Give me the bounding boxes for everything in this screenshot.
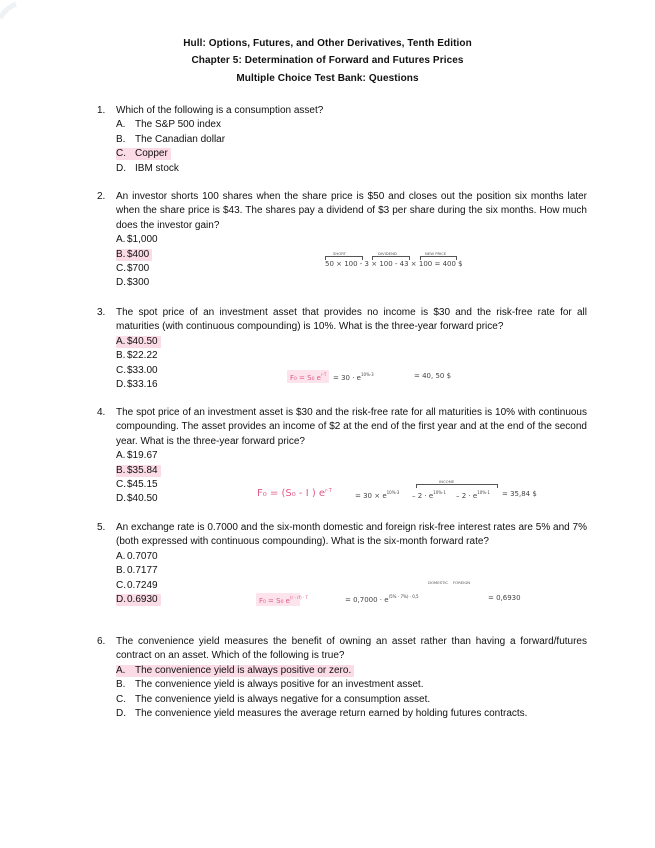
option-letter: A. bbox=[116, 119, 126, 131]
options-list bbox=[116, 335, 587, 393]
formula-middle bbox=[333, 373, 374, 382]
option-text: $19.67 bbox=[127, 450, 158, 462]
option-letter: A. bbox=[116, 664, 126, 676]
option-letter: B. bbox=[116, 133, 126, 145]
option-letter: C. bbox=[116, 148, 126, 160]
formula-lhs-text: F₀ = S₀ e bbox=[290, 374, 321, 382]
handwritten-calculation: 50 × 100 - 3 × 100 - 43 × 100 = 400 $ bbox=[325, 260, 463, 268]
question-number: 5. bbox=[97, 522, 106, 533]
option-text: $45.15 bbox=[127, 479, 158, 490]
option-letter: B. bbox=[116, 679, 126, 691]
option-c[interactable] bbox=[116, 693, 587, 707]
option-text: The convenience yield is always negative for a consumption asset. bbox=[135, 693, 431, 705]
question-stem: The spot price of an investment asset that provides no income is $30 and the risk-free rate for all maturities (with continuous compounding) is 10%. What is the three-year forward price? bbox=[116, 307, 587, 333]
options-list bbox=[116, 449, 587, 507]
formula-middle bbox=[355, 491, 399, 500]
option-letter: C. bbox=[116, 693, 126, 705]
option-letter: D. bbox=[116, 593, 126, 605]
option-b[interactable] bbox=[116, 678, 587, 692]
option-a-highlighted[interactable] bbox=[116, 664, 587, 678]
question-1 bbox=[97, 104, 587, 176]
formula-middle-text: = 0,7000 · e bbox=[345, 596, 389, 604]
question-stem: An investor shorts 100 shares when the share price is $50 and closes out the position six months later when the share price is $43. The shares pay a dividend of $3 per share during the six months. How much does the investor gain? bbox=[116, 191, 587, 231]
option-text: $1,000 bbox=[127, 234, 158, 246]
option-text: 0.7177 bbox=[127, 565, 158, 577]
option-text: The S&P 500 index bbox=[135, 119, 221, 131]
formula-lhs-exponent: r·T bbox=[320, 372, 327, 377]
option-c-highlighted[interactable] bbox=[116, 147, 587, 161]
document-title: Hull: Options, Futures, and Other Derivatives, Tenth Edition bbox=[183, 38, 472, 49]
label-dividend: DIVIDEND bbox=[378, 251, 397, 256]
option-letter: D. bbox=[116, 378, 126, 390]
option-letter: A. bbox=[116, 550, 126, 562]
formula-lhs-exponent: (r - rf) · T bbox=[289, 595, 308, 600]
option-letter: D. bbox=[116, 162, 126, 174]
label-income: INCOME bbox=[439, 479, 455, 484]
formula-middle-text: = 30 · e bbox=[333, 374, 361, 382]
label-foreign: FOREIGN bbox=[453, 580, 471, 585]
section-title: Multiple Choice Test Bank: Questions bbox=[236, 73, 419, 84]
option-letter: D. bbox=[116, 277, 126, 289]
option-d[interactable] bbox=[116, 276, 587, 290]
formula-lhs bbox=[259, 596, 308, 605]
question-stem: The spot price of an investment asset is $30 and the risk-free rate for all maturities is 10% with continuous compounding. The asset provides an income of $2 at the end of the first year and at the end of the second year. What is the three-year forward price? bbox=[116, 407, 587, 447]
option-letter: B. bbox=[116, 565, 126, 577]
option-b[interactable] bbox=[116, 564, 587, 578]
option-text: $700 bbox=[127, 263, 150, 274]
option-letter: C. bbox=[116, 263, 126, 274]
formula-lhs-exponent: r·T bbox=[325, 488, 332, 494]
formula-lhs bbox=[290, 373, 326, 382]
option-text: $300 bbox=[127, 277, 150, 289]
option-d[interactable] bbox=[116, 162, 587, 176]
formula-term-exponent: 10%·1 bbox=[433, 490, 446, 495]
formula-term-text: – 2 · e bbox=[456, 492, 478, 500]
option-c[interactable] bbox=[116, 579, 587, 593]
question-number: 3. bbox=[97, 307, 106, 318]
option-letter: C. bbox=[116, 579, 126, 591]
question-6 bbox=[97, 635, 587, 721]
options-list bbox=[116, 118, 587, 176]
formula-middle-exponent: 10%·3 bbox=[386, 490, 400, 495]
chapter-title: Chapter 5: Determination of Forward and Futures Prices bbox=[191, 55, 464, 66]
question-number: 4. bbox=[97, 407, 106, 418]
page-curl-decoration bbox=[0, 0, 22, 42]
option-text: $22.22 bbox=[127, 350, 158, 362]
formula-middle-exponent: 10%·3 bbox=[360, 372, 374, 377]
question-number: 2. bbox=[97, 191, 106, 202]
option-text: 0.7070 bbox=[127, 550, 158, 562]
formula-middle-text: = 30 × e bbox=[355, 492, 387, 500]
option-a[interactable] bbox=[116, 550, 587, 564]
answer-highlight bbox=[116, 249, 152, 261]
answer-highlight bbox=[116, 665, 354, 677]
option-letter: A. bbox=[116, 234, 126, 246]
option-text: 0.6930 bbox=[127, 593, 158, 605]
option-letter: D. bbox=[116, 493, 126, 505]
option-text: $400 bbox=[127, 248, 150, 260]
formula-middle bbox=[345, 595, 419, 604]
option-letter: B. bbox=[116, 464, 126, 476]
option-b[interactable] bbox=[116, 133, 587, 147]
answer-highlight bbox=[116, 465, 161, 477]
option-text: The convenience yield measures the average return earned by holding futures contracts. bbox=[135, 707, 528, 719]
option-letter: B. bbox=[116, 248, 126, 260]
option-letter: A. bbox=[116, 450, 126, 462]
option-text: The convenience yield is always positive for an investment asset. bbox=[135, 679, 424, 691]
option-text: $40.50 bbox=[127, 493, 158, 505]
formula-lhs-text: F₀ = (S₀ - I ) e bbox=[257, 488, 326, 499]
option-b-highlighted[interactable] bbox=[116, 464, 587, 478]
option-b[interactable] bbox=[116, 349, 587, 363]
option-text: $35.84 bbox=[127, 464, 158, 476]
label-domestic: DOMESTIC bbox=[428, 580, 449, 585]
option-letter: C. bbox=[116, 364, 126, 376]
option-letter: D. bbox=[116, 707, 126, 719]
option-letter: B. bbox=[116, 350, 126, 362]
option-a-highlighted[interactable] bbox=[116, 335, 587, 349]
formula-income-term-1 bbox=[412, 491, 446, 500]
label-short: SHORT bbox=[333, 251, 346, 256]
option-text: $33.00 bbox=[127, 364, 158, 376]
question-stem: Which of the following is a consumption asset? bbox=[116, 105, 324, 116]
option-text: The convenience yield is always positive or zero. bbox=[135, 664, 352, 676]
label-new-price: NEW PRICE bbox=[425, 251, 447, 256]
formula-result: = 35,84 $ bbox=[502, 490, 537, 498]
formula-lhs-text: F₀ = S₀ e bbox=[259, 597, 290, 605]
formula-middle-exponent: (5% - 7%) · 0,5 bbox=[388, 594, 419, 599]
option-a[interactable] bbox=[116, 118, 587, 132]
answer-highlight bbox=[116, 148, 171, 160]
option-text: 0.7249 bbox=[127, 579, 158, 591]
option-a[interactable] bbox=[116, 449, 587, 463]
option-text: IBM stock bbox=[135, 162, 179, 174]
formula-lhs bbox=[257, 489, 332, 499]
question-stem: The convenience yield measures the benefit of owning an asset rather than having a forward/futures contract on an asset. Which of the following is true? bbox=[116, 636, 587, 662]
option-letter: C. bbox=[116, 479, 126, 490]
question-stem: An exchange rate is 0.7000 and the six-month domestic and foreign risk-free interest rates are 5% and 7% (both expressed with continuous compounding). What is the six-month forward rate? bbox=[116, 522, 587, 548]
formula-income-term-2 bbox=[456, 491, 490, 500]
answer-highlight bbox=[116, 336, 161, 348]
option-text: $33.16 bbox=[127, 378, 158, 390]
question-number: 6. bbox=[97, 636, 106, 647]
formula-term-exponent: 10%·1 bbox=[477, 490, 490, 495]
option-text: The Canadian dollar bbox=[135, 133, 226, 145]
options-list bbox=[116, 664, 587, 722]
answer-highlight bbox=[116, 594, 161, 606]
question-2 bbox=[97, 190, 587, 291]
formula-result: = 0,6930 bbox=[488, 594, 521, 602]
option-a[interactable] bbox=[116, 233, 587, 247]
formula-term-text: – 2 · e bbox=[412, 492, 434, 500]
option-text: $40.50 bbox=[127, 335, 158, 347]
option-text: Copper bbox=[135, 148, 168, 160]
option-letter: A. bbox=[116, 335, 126, 347]
brace-income bbox=[416, 484, 498, 488]
formula-result: = 40, 50 $ bbox=[414, 372, 452, 380]
option-d[interactable] bbox=[116, 707, 587, 721]
question-number: 1. bbox=[97, 105, 106, 116]
